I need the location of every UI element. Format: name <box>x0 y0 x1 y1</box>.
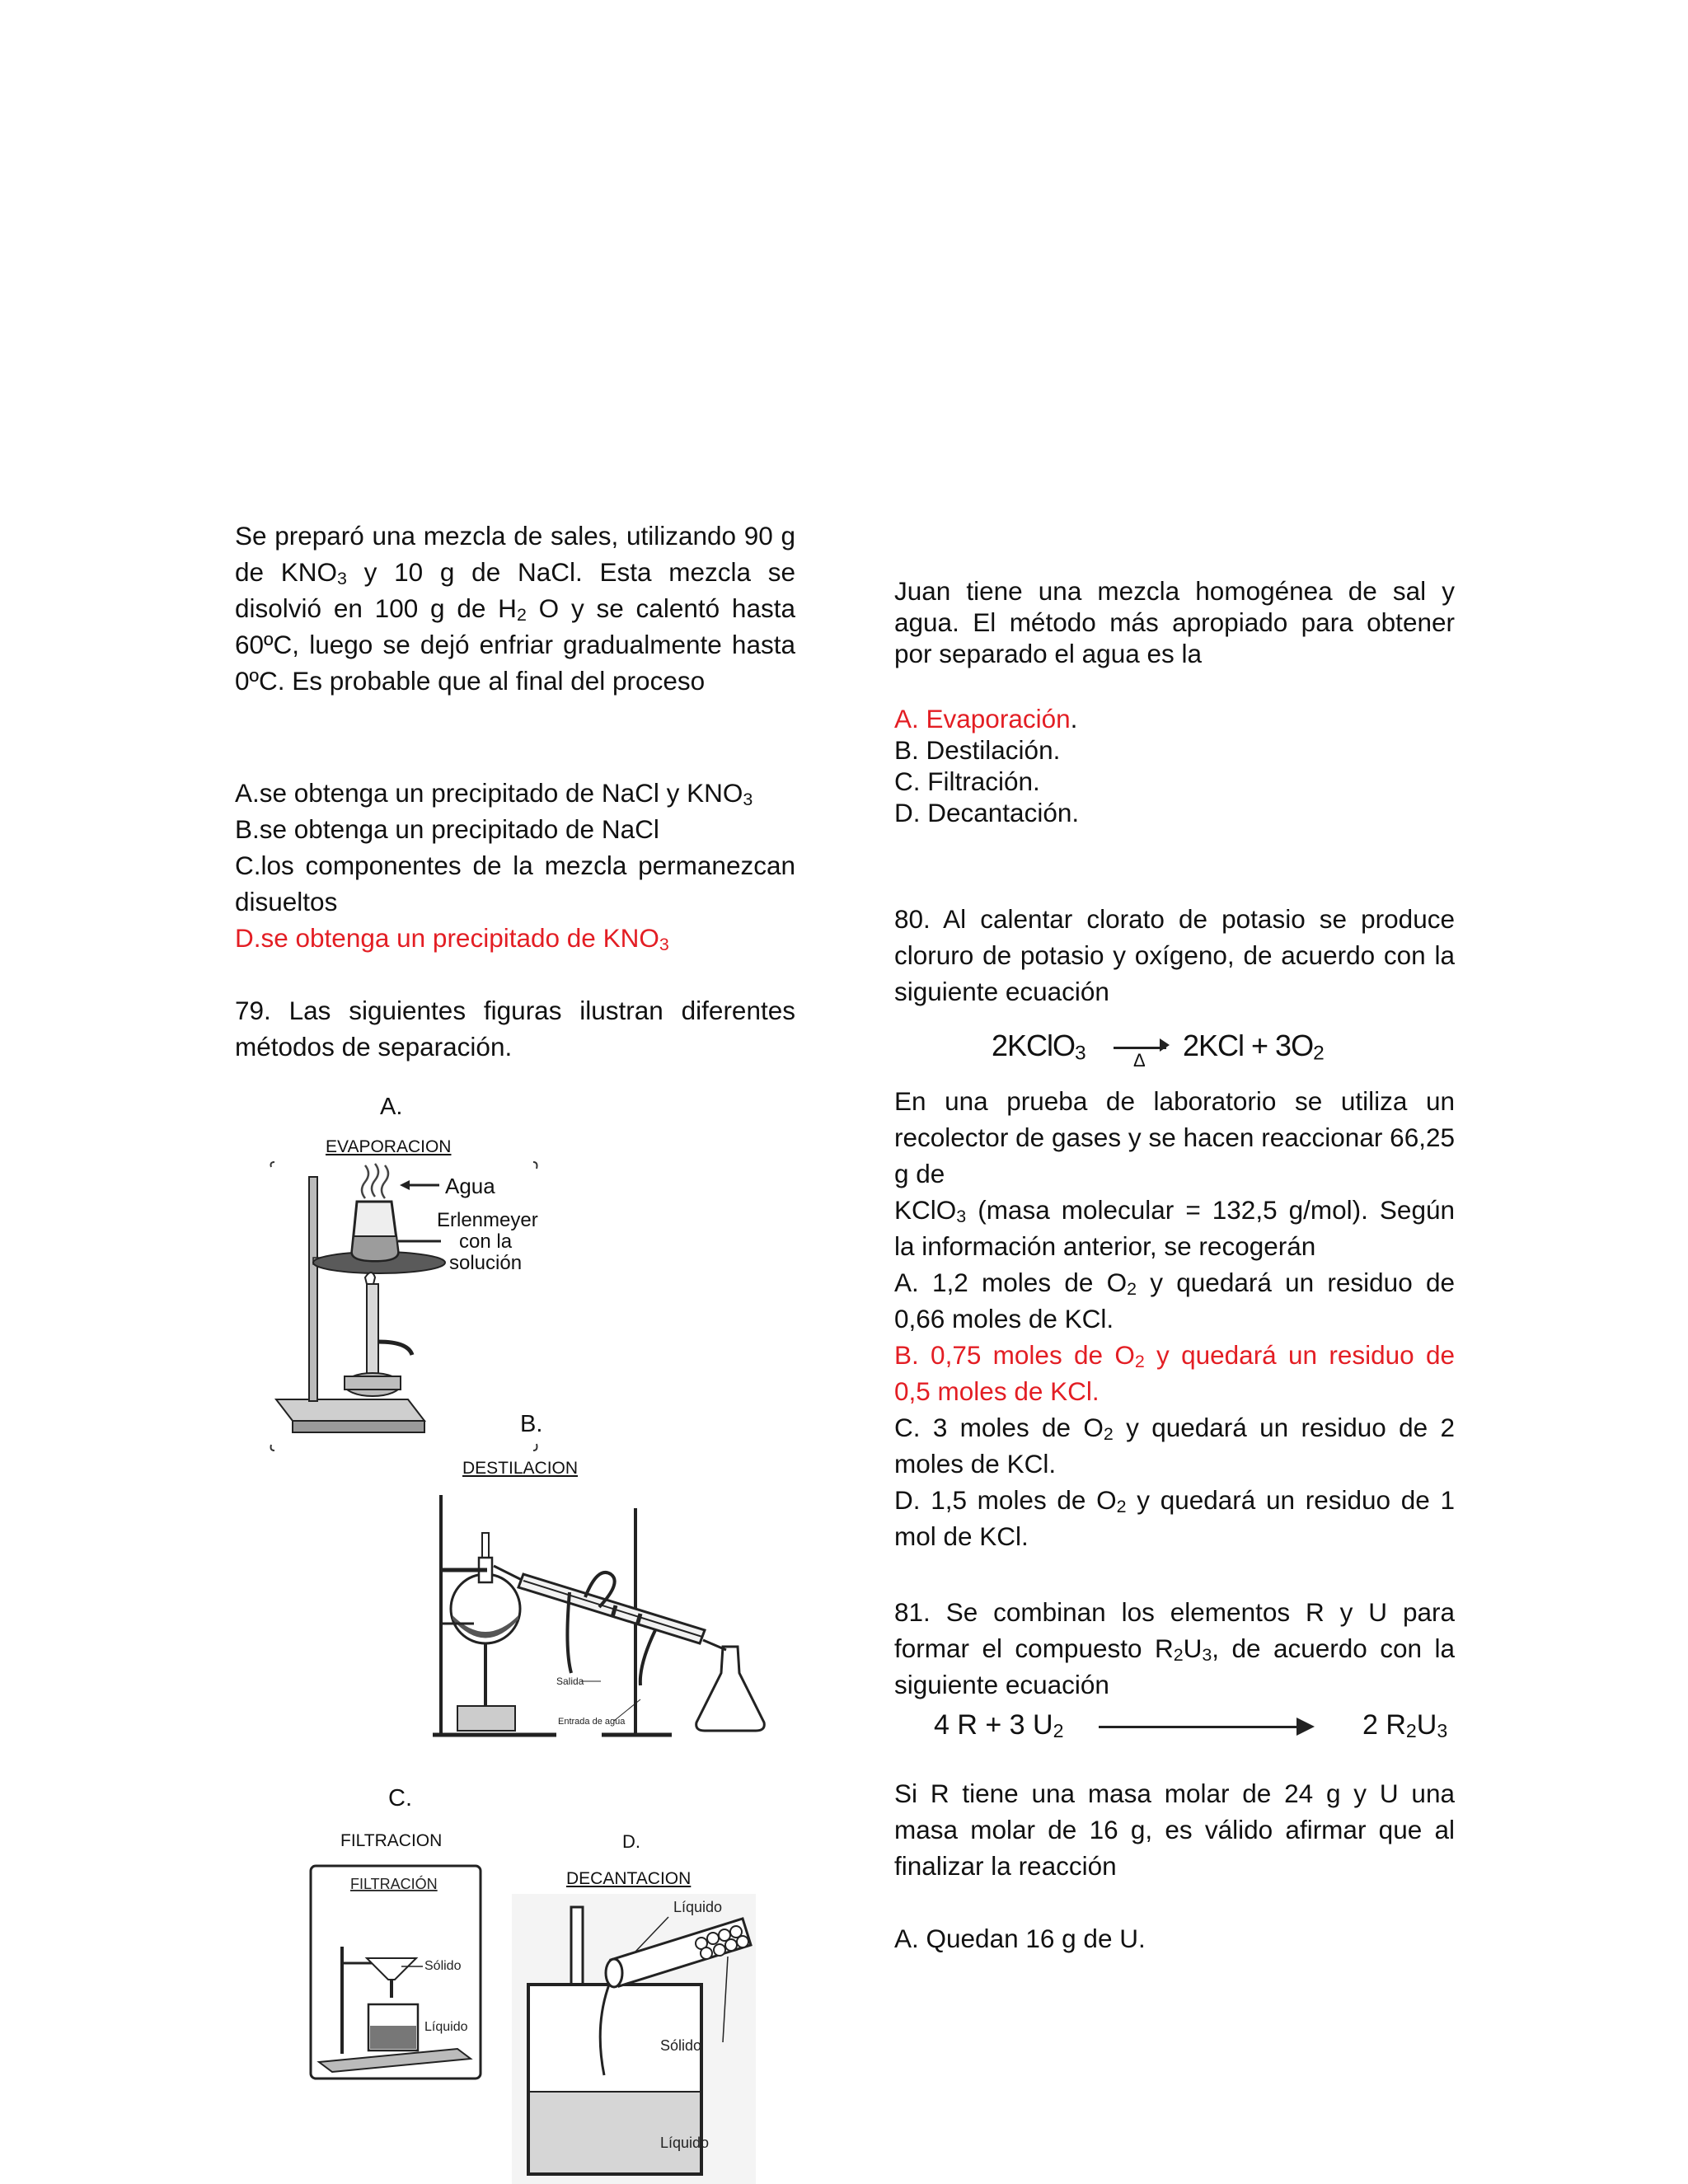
label-erlenmeyer-1: Erlenmeyer <box>437 1209 538 1231</box>
q80-body-2: KClO$_3$ (masa molecular = 132,5 g/mol). Según la información anterior, se recogerán <box>894 1195 1455 1261</box>
q-juan-option-d: D. Decantación. <box>894 798 1080 827</box>
q-juan-stem: Juan tiene una mezcla homogénea de sal y agua. El método más apropiado para obtener por separado el agua es la <box>894 576 1455 668</box>
decantation-apparatus-figure <box>512 1894 756 2184</box>
q78-option-a: A.se obtenga un precipitado de NaCl y $KNO_3$ <box>235 778 753 809</box>
q80-equation: 2KClO$_3$ Δ $2KCl + 3O_2$ <box>992 1029 1324 1071</box>
q80-option-b: B. 0,75 moles de $O_2$ y quedará un residuo de 0,5 moles de KCl. <box>894 1340 1455 1406</box>
fig-b-caption: DESTILACION <box>462 1459 579 1478</box>
label-erlenmeyer-3: solución <box>449 1252 523 1274</box>
q81-stem: 81. Se combinan los elementos R y U para formar el compuesto $R_2U_3$, de acuerdo con la siguiente ecuación <box>894 1597 1456 1699</box>
q-juan-option-c: C. Filtración. <box>894 766 1040 796</box>
q81-equation: 4 R + 3 $U_2$ 2 $R_2U_3$ <box>934 1709 1448 1742</box>
filtration-apparatus-figure <box>309 1864 482 2080</box>
q80-option-c: C. 3 moles de $O_2$ y quedará un residuo de 2 moles de KCl. <box>894 1413 1455 1479</box>
distillation-apparatus-figure <box>424 1483 771 1747</box>
fig-c-letter: C. <box>388 1785 412 1811</box>
label-entrada-de-agua: Entrada de agua <box>558 1717 626 1727</box>
filtration-label-solido: Sólido <box>424 1959 462 1973</box>
decantation-label-liquido-bottom: Líquido <box>660 2135 710 2151</box>
q78-option-d: D.se obtenga un precipitado de $KNO_3$ <box>235 923 669 954</box>
q80-option-d: D. 1,5 moles de $O_2$ y quedará un residuo de 1 mol de KCl. <box>894 1485 1455 1551</box>
delta-symbol: Δ <box>1133 1050 1145 1071</box>
filtration-title: FILTRACIÓN <box>350 1876 438 1892</box>
decantation-label-solido: Sólido <box>660 2037 702 2054</box>
q81-body: Si R tiene una masa molar de 24 g y U una masa molar de 16 g, es válido afirmar que al finalizar la reacción <box>894 1779 1455 1881</box>
fig-c-caption: FILTRACION <box>340 1831 443 1850</box>
evaporation-apparatus-figure <box>268 1160 556 1457</box>
fig-a-letter: A. <box>380 1094 403 1120</box>
q80-stem: 80. Al calentar clorato de potasio se produce cloruro de potasio y oxígeno, de acuerdo con la siguiente ecuación <box>894 904 1455 1006</box>
q81-option-a: A. Quedan 16 g de U. <box>894 1924 1146 1953</box>
decantation-label-liquido-top: Líquido <box>673 1899 723 1915</box>
label-agua: Agua <box>445 1174 495 1198</box>
fig-d-letter: D. <box>622 1831 640 1852</box>
q-juan-option-a: A. Evaporación. <box>894 704 1078 733</box>
fig-a-caption: EVAPORACION <box>326 1137 452 1156</box>
label-erlenmeyer-2: con la <box>459 1230 513 1253</box>
filtration-label-liquido: Líquido <box>424 2020 468 2034</box>
q-juan-option-b: B. Destilación. <box>894 735 1061 765</box>
fig-b-letter: B. <box>520 1411 543 1437</box>
q79-stem: 79. Las siguientes figuras ilustran diferentes métodos de separación. <box>235 996 795 1062</box>
q78-option-c: C.los componentes de la mezcla permanezcan disueltos <box>235 851 795 916</box>
q78-stem: Se preparó una mezcla de sales, utilizando 90 g de $KNO_3$ y 10 g de NaCl. Esta mezcla se disolvió en 100 g de $H_2$ O y se calentó hasta 60ºC, luego se dejó enfriar gradualmente hasta 0ºC. Es probable que al final del proceso <box>235 521 795 696</box>
label-salida: Salida <box>556 1675 584 1687</box>
q78-option-b: B.se obtenga un precipitado de NaCl <box>235 814 659 844</box>
q80-body-1: En una prueba de laboratorio se utiliza un recolector de gases y se hacen reaccionar 66,25 g de <box>894 1086 1455 1188</box>
q80-option-a: A. 1,2 moles de $O_2$ y quedará un residuo de 0,66 moles de KCl. <box>894 1268 1455 1333</box>
fig-d-caption: DECANTACION <box>566 1869 692 1888</box>
